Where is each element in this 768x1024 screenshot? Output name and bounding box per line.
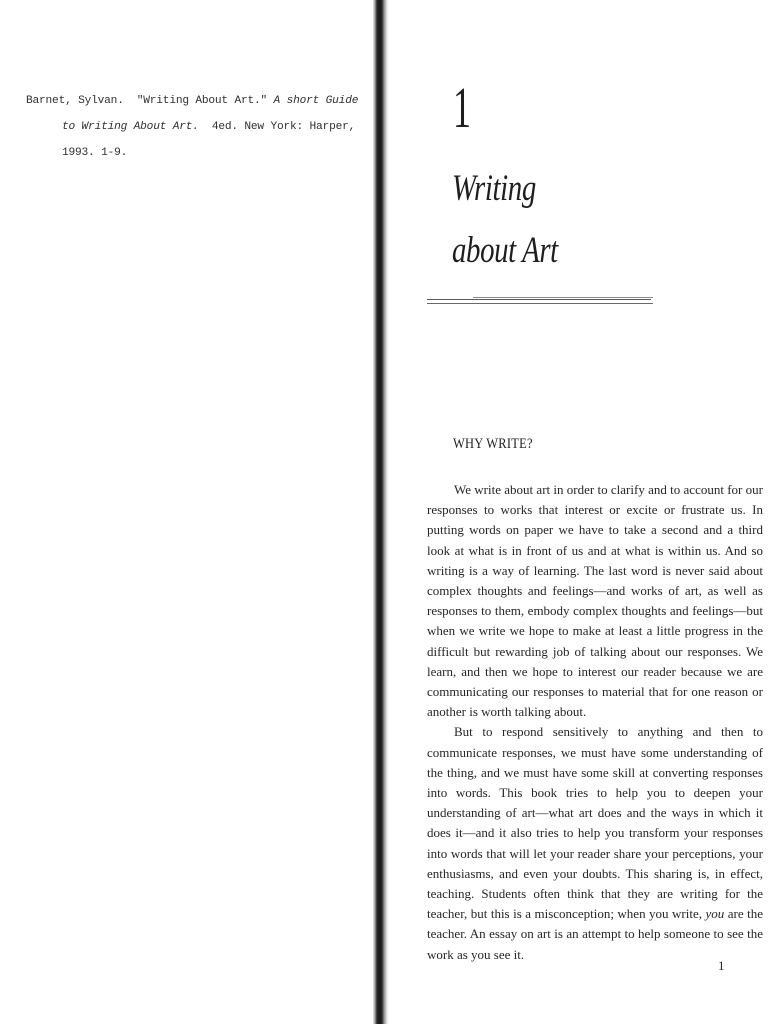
emphasis-you: you [705, 906, 725, 922]
citation-book-title-part2: to Writing About Art. [62, 121, 199, 133]
bibliographic-citation [26, 88, 371, 166]
paragraph-2-text-a: But to respond sensitively to anything and then to communicate responses, we must have some understanding of the thing, and we must have some skill at converting responses into words. This book tries to help you to deepen your understanding of art—what art does and the ways in which it does it—and it also tries to help you transform your responses into words that will let your reader share your perceptions, your enthusiasms, and even your doubts. This sharing is, in effect, teaching. Students often think that they are writing for the teacher, but this is a misconception; when you write, [427, 724, 763, 922]
citation-edition-publisher: 4ed. New York: Harper, [211, 121, 356, 133]
paragraph-1: We write about art in order to clarify and to account for our responses to works that interest or excite or frustrate us. In putting words on paper we have to take a second and a third look at what is in front of us and at what is within us. And so writing is a way of learning. The last word is never said about complex thoughts and feelings—and works of art, as well as responses to them, embody complex thoughts and feelings—but when we write we hope to make at least a little progress in the difficult but rewarding job of talking about our responses. We learn, and then we hope to interest our reader because we are communicating our responses to material that for one reason or another is worth talking about. [427, 482, 763, 720]
section-heading: WHY WRITE? [453, 436, 533, 452]
citation-author: Barnet, Sylvan. [26, 95, 124, 107]
decorative-rule [427, 294, 653, 308]
citation-line-3 [26, 140, 371, 166]
citation-year-pages: 1993. 1-9. [62, 147, 128, 159]
citation-line-2 [26, 114, 371, 140]
book-gutter-shadow [373, 0, 389, 1024]
page-number: 1 [718, 958, 725, 973]
rule-line [473, 297, 653, 298]
citation-book-title-part1: A short Guide [273, 95, 359, 107]
body-text [427, 480, 763, 965]
chapter-title-line-2: about Art [452, 230, 558, 271]
paragraph-2-text-b: are the teacher. An essay on art is an attempt to help someone to see the work as you see it. [427, 906, 763, 962]
rule-line [427, 299, 651, 300]
right-page [389, 0, 768, 1024]
chapter-title-line-1: Writing [452, 168, 536, 209]
chapter-title [452, 158, 686, 282]
citation-line-1 [26, 88, 371, 114]
citation-article-title: "Writing About Art." [136, 95, 268, 107]
left-page [0, 0, 376, 1024]
chapter-number: 1 [453, 75, 471, 140]
paragraph-2 [427, 722, 763, 964]
rule-line [427, 303, 653, 304]
